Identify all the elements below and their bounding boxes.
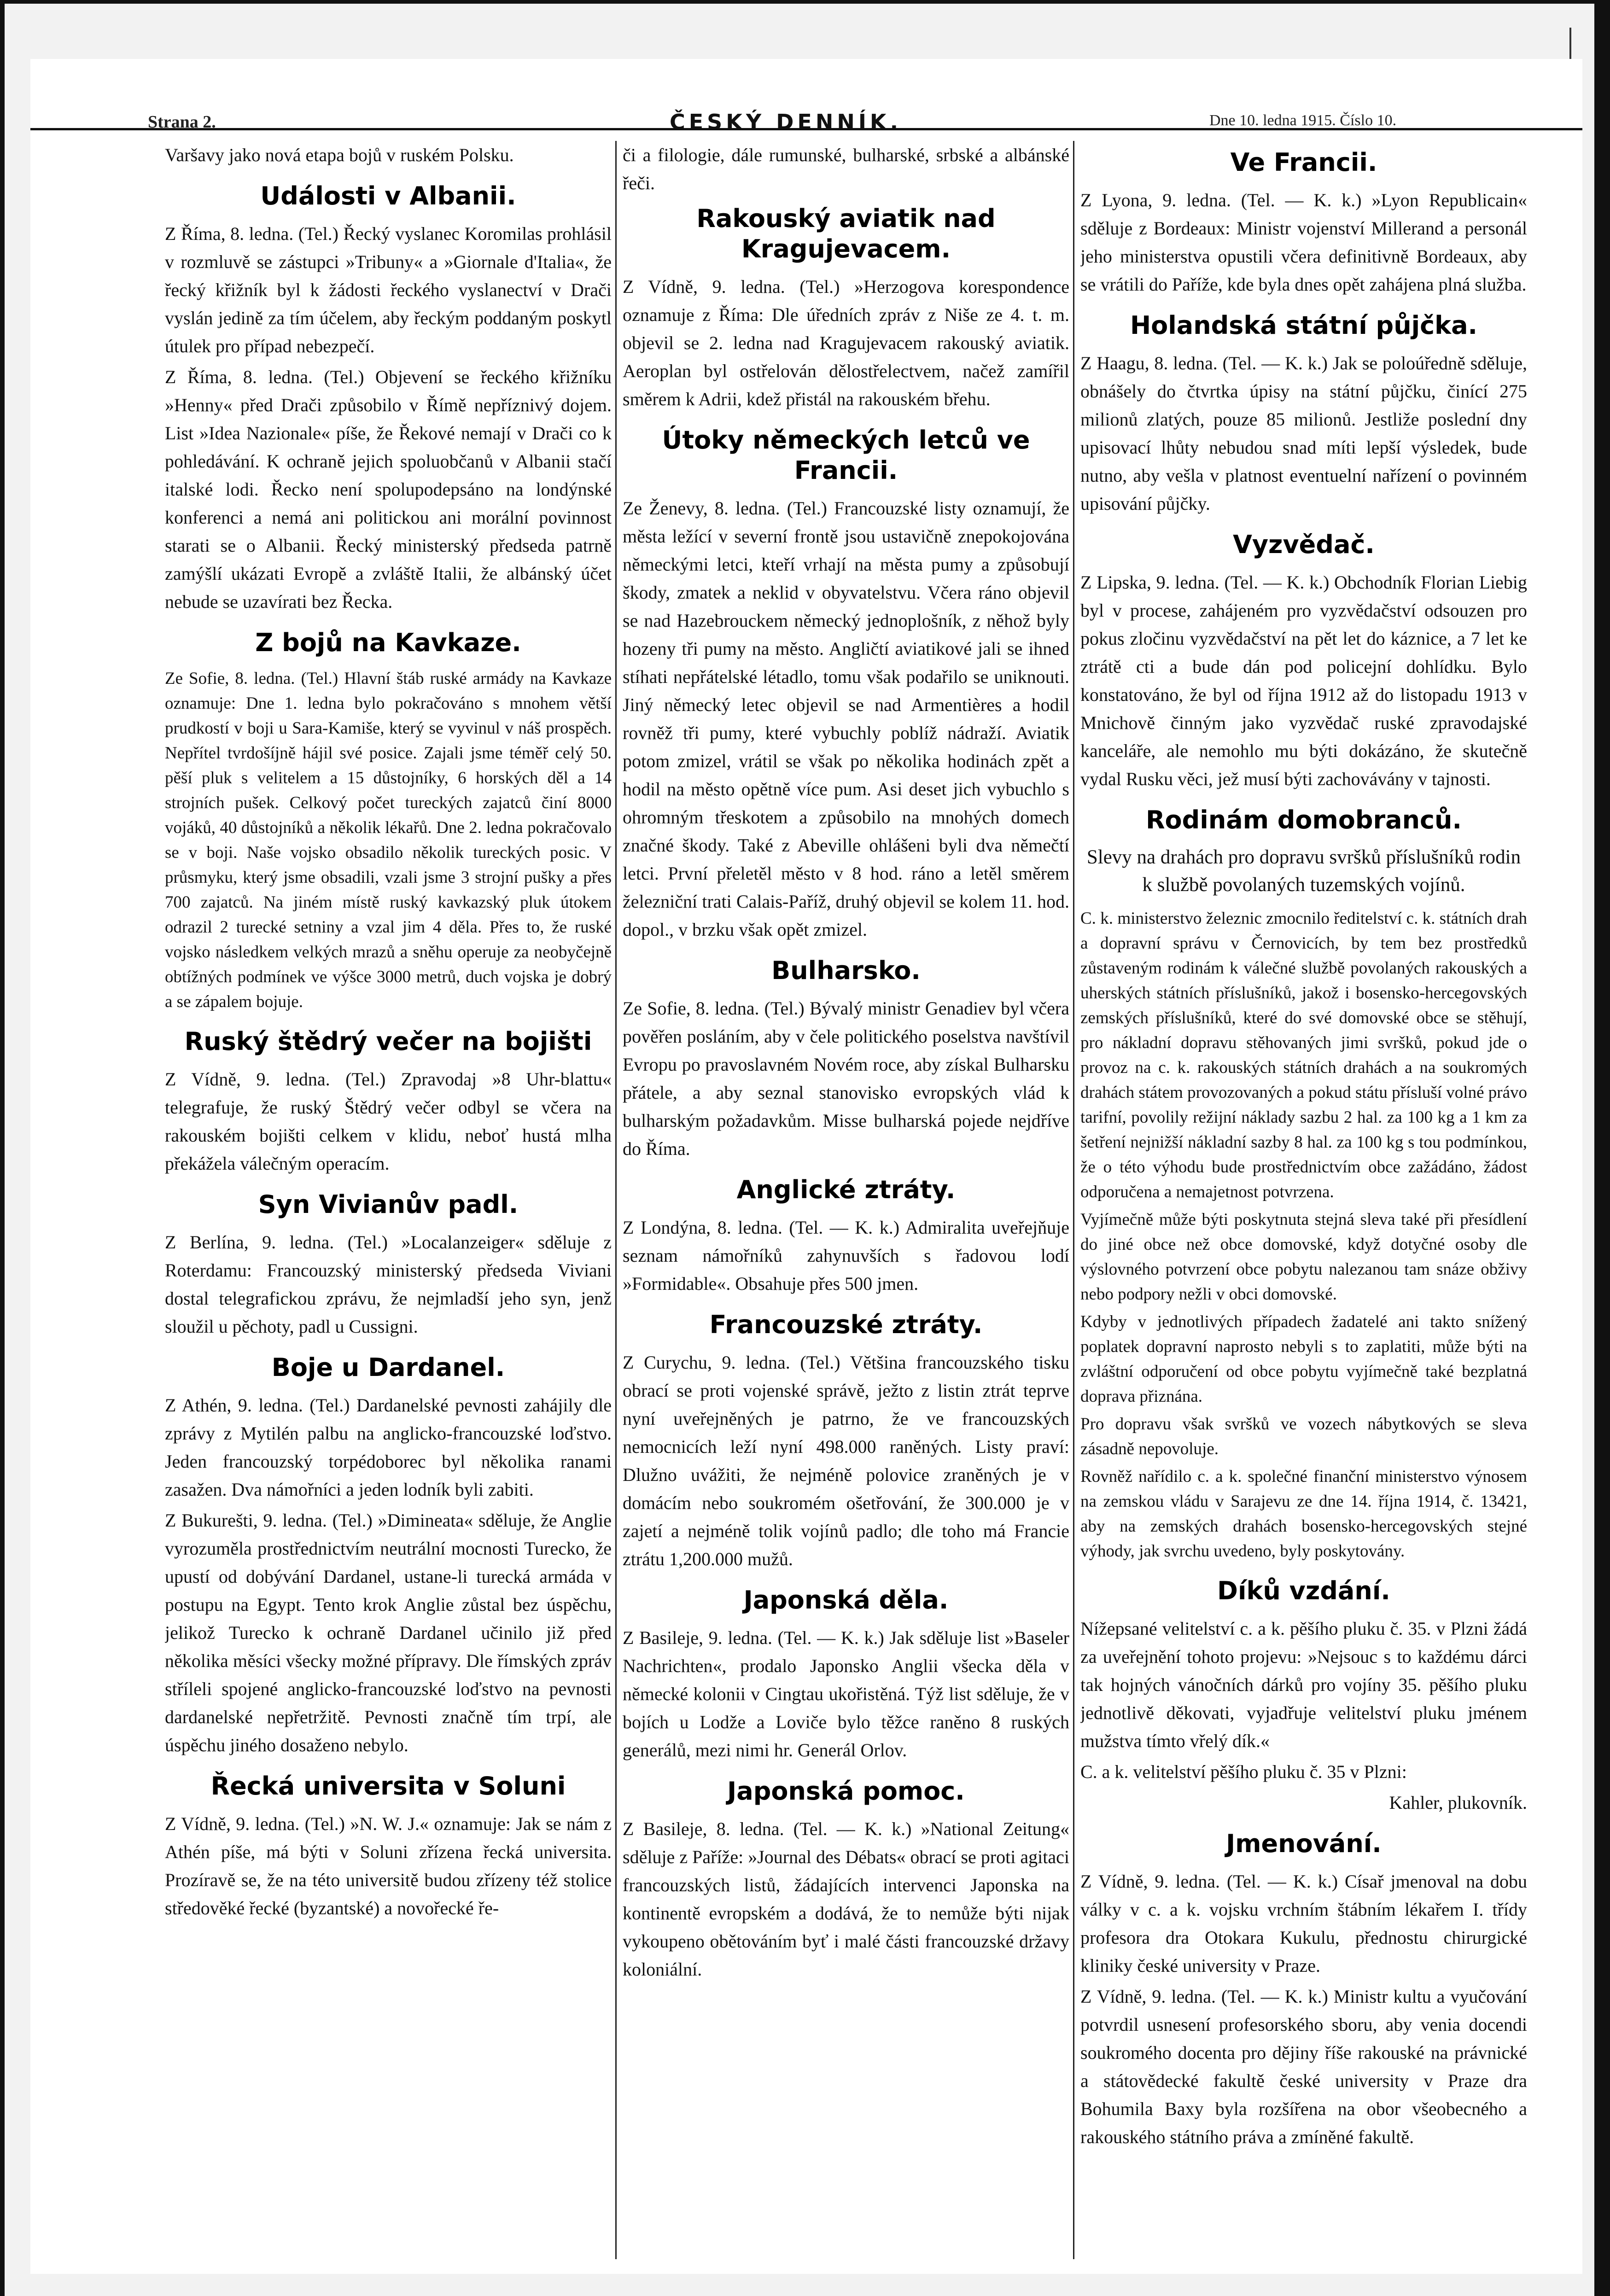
article-title: Japonská děla. [743, 1585, 949, 1614]
newspaper-title: ČESKÝ DENNÍK. [669, 110, 902, 134]
article-paragraph: Kdyby v jednotlivých případech žadatelé ani takto snížený poplatek dopravní naprosto nebyli s to zaplatiti, může býti na zvláštní odporučení od obce pobytu vyjímečně také bezplatná doprava přiznána. [1080, 1312, 1527, 1406]
article-title: Rodinám domobranců. [1145, 805, 1462, 834]
article-title: Syn Vivianův padl. [258, 1190, 519, 1219]
article-title: Útoky německých letců ve Francii. [662, 425, 1030, 485]
newspaper-page [30, 59, 1582, 2274]
column-1 [165, 141, 612, 2268]
article-title: Vyzvědač. [1233, 530, 1375, 559]
continued-text: Varšavy jako nová etapa bojů v ruském Polsku. [165, 145, 514, 165]
article-paragraph: Z Lipska, 9. ledna. (Tel. — K. k.) Obchodník Florian Liebig byl v procese, zahájeném pro vyzvědačství odsouzen pro pokus zločinu vyzvědačství na pět let do káznice, a 7 let ke ztrátě cti a bude dán pod policejní dohlídku. Bylo konstatováno, že byl od října 1912 až do listopadu 1913 v Mnichově činným jako vyzvědač ruské zpravodajské kanceláře, ale nemohlo mu býti dokázáno, že skutečně vydal Rusku věci, jež musí býti zachovávány v tajnosti. [1080, 572, 1527, 789]
article-title: Události v Albanii. [260, 181, 516, 210]
article-paragraph: Ze Ženevy, 8. ledna. (Tel.) Francouzské listy oznamují, že města ležící v severní frontě jsou ustavičně znepokojována německými letci, kteří vrhají na města pumy a způsobují škody, zmatek a neklid v obyvatelstvu. Včera ráno objevil se nad Hazebrouckem německý jednoplošník, z něhož byly hozeny tři pumy na město. Angličtí aviatikové jali se ihned stíhati nepřátelské létadlo, tomu však podařilo se uniknouti. Jiný německý letec objevil se nad Armentières a hodil rovněž tři pumy, které vybuchly poblíž nádraží. Aviatik potom zmizel, vrátil se však po několika hodinách zpět a hodil na město opětně více pum. Asi deset jich vybuchlo s ohromným třeskotem a způsobilo na mnohých domech značné škody. Také z Abeville ohlášeni byli dva němečtí letci. První přeletěl město v 8 hod. ráno a letěl směrem železniční trati Calais-Paříž, druhý objevil se kolem 11. hod. dopol., v brzku však opět zmizel. [623, 498, 1069, 940]
article-title: Holandská státní půjčka. [1130, 311, 1478, 340]
article-paragraph: Pro dopravu však svršků ve vozech nábytkových se sleva zásadně nepovoluje. [1080, 1415, 1527, 1458]
scan-right-border [1594, 0, 1610, 2296]
article-paragraph: Z Říma, 8. ledna. (Tel.) Řecký vyslanec Koromilas prohlásil v rozmluvě se zástupci »Tribuny« a »Giornale d'Italia«, že řecký křižník byl k žádosti řeckého vyslanectví v Drači vyslán jedině za tím účelem, aby řeckým poddaným poskytl útulek pro případ nebezpečí. [165, 223, 612, 356]
article-paragraph: Ze Sofie, 8. ledna. (Tel.) Bývalý ministr Genadiev byl včera pověřen posláním, aby v čele politického poselstva navštívil Evropu po pravoslavném Novém roce, aby získal Bulharsku přátele, a aby seznal stanovisko evropských vlád k bulharským požadavkům. Misse bulharská pojede nejdříve do Říma. [623, 998, 1069, 1159]
column-rule-1 [615, 141, 617, 2259]
article-paragraph: Z Vídně, 9. ledna. (Tel. — K. k.) Ministr kultu a vyučování potvrdil usnesení profesorského sboru, aby venia docendi soukromého docenta pro dějiny říše rakouské na právnické a státovědecké fakultě české university v Praze dra Bohumila Baxy byla rozšířena na obor všeobecného a rakouského státního práva a zmíněné fakultě. [1080, 1986, 1527, 2147]
article-paragraph: Nížepsané velitelství c. a k. pěšího pluku č. 35. v Plzni žádá za uveřejnění tohoto projevu: »Nejsouc s to každému dárci tak hojných vánočních dárků pro vojíny 35. pěšího pluku jednotlivě děkovati, vyjadřuje velitelství pluku jménem mužstva tímto vřelý dík.« [1080, 1618, 1527, 1751]
article-paragraph: Ze Sofie, 8. ledna. (Tel.) Hlavní štáb ruské armády na Kavkaze oznamuje: Dne 1. ledna bylo pokračováno s mnohem větší prudkostí v boji u Sara-Kamiše, který se vyvinul v náš prospěch. Nepřítel tvrdošíjně hájil své posice. Zajali jsme téměř celý 50. pěší pluk s velitelem a 15 důstojníky, 6 horských děl a 14 strojních pušek. Celkový počet tureckých zajatců činí 8000 vojáků, 40 důstojníků a několik lékařů. Dne 2. ledna pokračovalo se v boji. Naše vojsko obsadilo několik tureckých posic. V průsmyku, který jsme obsadili, vzali jsme 3 strojní pušky a přes 700 zajatců. Na jiném místě ruský kavkazský pluk útokem odrazil 2 turecké setniny a vzal jim 4 děla. Přes to, že ruské vojsko následkem velkých mrazů a sněhu operuje za neobyčejně obtížných podmínek ve výšce 3000 metrů, duch vojska je dobrý a se zápalem bojuje. [165, 669, 612, 1011]
scan-top-border [0, 0, 1610, 4]
article-paragraph: Z Vídně, 9. ledna. (Tel.) »Herzogova korespondence oznamuje z Říma: Dle úředních zpráv z Niše ze 4. t. m. objevil se 2. ledna nad Kragujevacem rakouský aviatik. Aeroplan byl ostřelován dělostřelectvem, načež zamířil směrem k Adrii, kdež přistál na rakouském břehu. [623, 276, 1069, 409]
article-paragraph: C. a k. velitelství pěšího pluku č. 35 v Plzni: [1080, 1761, 1407, 1782]
article-paragraph: Z Londýna, 8. ledna. (Tel. — K. k.) Admiralita uveřejňuje seznam námořníků zahynuvších s řadovou lodí »Formidable«. Obsahuje přes 500 jmen. [623, 1217, 1069, 1294]
article-title: Řecká universita v Soluni [210, 1772, 566, 1801]
column-rule-2 [1073, 141, 1074, 2259]
article-paragraph: Z Curychu, 9. ledna. (Tel.) Většina francouzského tisku obrací se proti vojenské správě, ježto z listin ztrát teprve nyní uveřejněných je patrno, že ve francouzských nemocnicích leží nyní 498.000 raněných. Listy praví: Dlužno uvážiti, že nejméně polovice zraněných je v domácím nebo soukromém ošetřování, že 300.000 je v zajetí a nejméně tolik vojínů padlo; dle toho má Francie ztrátu 1,200.000 mužů. [623, 1352, 1069, 1569]
article-paragraph: Z Říma, 8. ledna. (Tel.) Objevení se řeckého křižníku »Henny« před Drači způsobilo v Římě nepříznivý dojem. List »Idea Nazionale« píše, že Řekové nemají v Drači co k pohledávání. K ochraně jejich spoluobčanů v Albanii stačí italské lodi. Řecko není spolupodepsáno na londýnské konferenci a nemá ani politickou ani morální povinnost starati se o Albanii. Řecký ministerský předseda patrně zamýšlí ukázati Evropě a zvláště Italii, že albánský účet nebude se uzavírati bez Řecka. [165, 367, 612, 612]
article-paragraph: Z Berlína, 9. ledna. (Tel.) »Localanzeiger« sděluje z Roterdamu: Francouzský ministerský předseda Viviani dostal telegrafickou zprávu, že nejmladší jeho syn, jenž sloužil u pěchoty, padl u Cussigni. [165, 1232, 612, 1337]
signature: Kahler, plukovník. [1389, 1792, 1527, 1813]
article-paragraph: Z Athén, 9. ledna. (Tel.) Dardanelské pevnosti zahájily dle zprávy z Mytilén palbu na anglicko-francouzské loďstvo. Jeden francouzský torpédoborec byl několika ranami zasažen. Dva námořníci a jeden lodník byli zabiti. [165, 1395, 612, 1500]
article-title: Ruský štědrý večer na bojišti [184, 1027, 592, 1056]
article-title: Z bojů na Kavkaze. [255, 628, 521, 657]
article-title: Jmenování. [1226, 1829, 1382, 1858]
article-title: Francouzské ztráty. [709, 1310, 983, 1339]
article-title: Díků vzdání. [1217, 1576, 1390, 1605]
article-title: Japonská pomoc. [727, 1777, 965, 1806]
article-paragraph: Z Bukurešti, 9. ledna. (Tel.) »Dimineata« sděluje, že Anglie vyrozuměla prostřednictvím neutrální mocnosti Turecko, že upustí od dobývání Dardanel, ustane-li turecká armáda v postupu na Egypt. Tento krok Anglie zůstal bez úspěchu, jelikož Turecko k ochraně Dardanel učinilo již před několika měsíci všecky možné přípravy. Dle římských zpráv stříleli spojené anglicko-francouzské loďstvo na pevnosti dardanelské nepřetržitě. Pevnosti značně tím trpí, ale úspěchu jiného dosaženo nebylo. [165, 1510, 612, 1755]
article-paragraph: Rovněž nařídilo c. a k. společné finanční ministerstvo výnosem na zemskou vládu v Sarajevu ze dne 14. října 1914, č. 13421, aby na zemských drahách bosensko-hercegovských stejné výhody, jak svrchu uvedeno, byly poskytovány. [1080, 1467, 1527, 1561]
article-paragraph: Z Basileje, 9. ledna. (Tel. — K. k.) Jak sděluje list »Baseler Nachrichten«, prodalo Japonsko Anglii všecka děla v německé kolonii v Cingtau ukořistěná. Týž list sděluje, že v bojích u Lodže a Loviče bylo těžce raněno 8 ruských generálů, mezi nimi hr. Generál Orlov. [623, 1627, 1069, 1760]
page-number: Strana 2. [148, 112, 216, 132]
article-title: Ve Francii. [1230, 148, 1377, 177]
article-paragraph: Z Vídně, 9. ledna. (Tel.) »N. W. J.« oznamuje: Jak se nám z Athén píše, má býti v Soluni zřízena řecká universita. Prozíravě se, že na této universitě budou zřízeny též stolice středověké řecké (byzantské) a novořecké ře- [165, 1813, 612, 1918]
continued-text: či a filologie, dále rumunské, bulharské, srbské a albánské řeči. [623, 145, 1069, 193]
article-title: Bulharsko. [771, 956, 921, 985]
masthead [30, 59, 1582, 134]
article-paragraph: Z Lyona, 9. ledna. (Tel. — K. k.) »Lyon Republicain« sděluje z Bordeaux: Ministr vojenství Millerand a personál jeho ministerstva opustili včera definitivně Bordeaux, aby se vrátili do Paříže, kde byla dnes opět zahájena plná služba. [1080, 190, 1527, 295]
column-3 [1080, 141, 1527, 2268]
article-paragraph: Z Haagu, 8. ledna. (Tel. — K. k.) Jak se poloúředně sděluje, obnášely do čtvrtka úpisy na státní půjčku, činící 275 milionů zlatých, pouze 85 milionů. Jestliže poslední dny upisovací lhůty nebudou snad míti lepší výsledek, bude nutno, aby vešla v platnost eventuelní nařízení o povinném upisování půjčky. [1080, 353, 1527, 514]
scan-left-border [0, 0, 5, 2296]
article-paragraph: C. k. ministerstvo železnic zmocnilo ředitelství c. k. státních drah a dopravní správu v Černovicích, by tem bez prostředků zůstaveným rodinám k válečné službě povolaných rakouských a uherských státních příslušníků, jakož i bosensko-hercegovských zemských příslušníků, které do své domovské obce se stěhují, pro nákladní dopravu stěhovaných jimi svršků, pokud jde o provoz na c. k. rakouských státních drahách a na soukromých drahách státem provozovaných a pokud státu přísluší volné právo tarifní, povolily režijní náklady sazbu 2 hal. za 100 kg a 1 km za šetření nejnižší nákladní sazby 8 hal. za 100 kg s tou podmínkou, že o této výhodu bude prostřednictvím obce zažádáno, žádost odporučena a nemajetnost potvrzena. [1080, 909, 1527, 1201]
article-title: Rakouský aviatik nad Kragujevacem. [696, 204, 996, 263]
article-paragraph: Z Basileje, 8. ledna. (Tel. — K. k.) »National Zeitung« sděluje z Paříže: »Journal des Débats« obrací se proti agitaci francouzských listů, žádajících intervenci Japonska na kontinentě evropském a dodává, že to nemůže býti nijak vykoupeno obětováním byť i malé části francouzské državy koloniální. [623, 1818, 1069, 1980]
article-paragraph: Z Vídně, 9. ledna. (Tel. — K. k.) Císař jmenoval na dobu války v c. a k. vojsku vrchním štábním lékařem I. třídy profesora dra Otokara Kukulu, přednostu chirurgické kliniky české university v Praze. [1080, 1871, 1527, 1976]
column-2 [623, 141, 1069, 2268]
article-subtitle: Slevy na drahách pro dopravu svršků příslušníků rodin k službě povolaných tuzemských vojínů. [1086, 846, 1521, 896]
article-title: Boje u Dardanel. [271, 1353, 505, 1382]
article-paragraph: Z Vídně, 9. ledna. (Tel.) Zpravodaj »8 Uhr-blattu« telegrafuje, že ruský Štědrý večer odbyl se včera na rakouském bojišti celkem v klidu, neboť hustá mlha překážela válečným operacím. [165, 1069, 612, 1174]
article-title: Anglické ztráty. [736, 1175, 956, 1204]
issue-date: Dne 10. ledna 1915. Číslo 10. [1209, 112, 1397, 129]
article-paragraph: Vyjímečně může býti poskytnuta stejná sleva také při přesídlení do jiné obce než obce domovské, když dotyčné osoby dle výslovného potvrzení obce pobytu nalezanou tam snáze obživy nebo podpory nežli v obci domovské. [1080, 1210, 1527, 1304]
